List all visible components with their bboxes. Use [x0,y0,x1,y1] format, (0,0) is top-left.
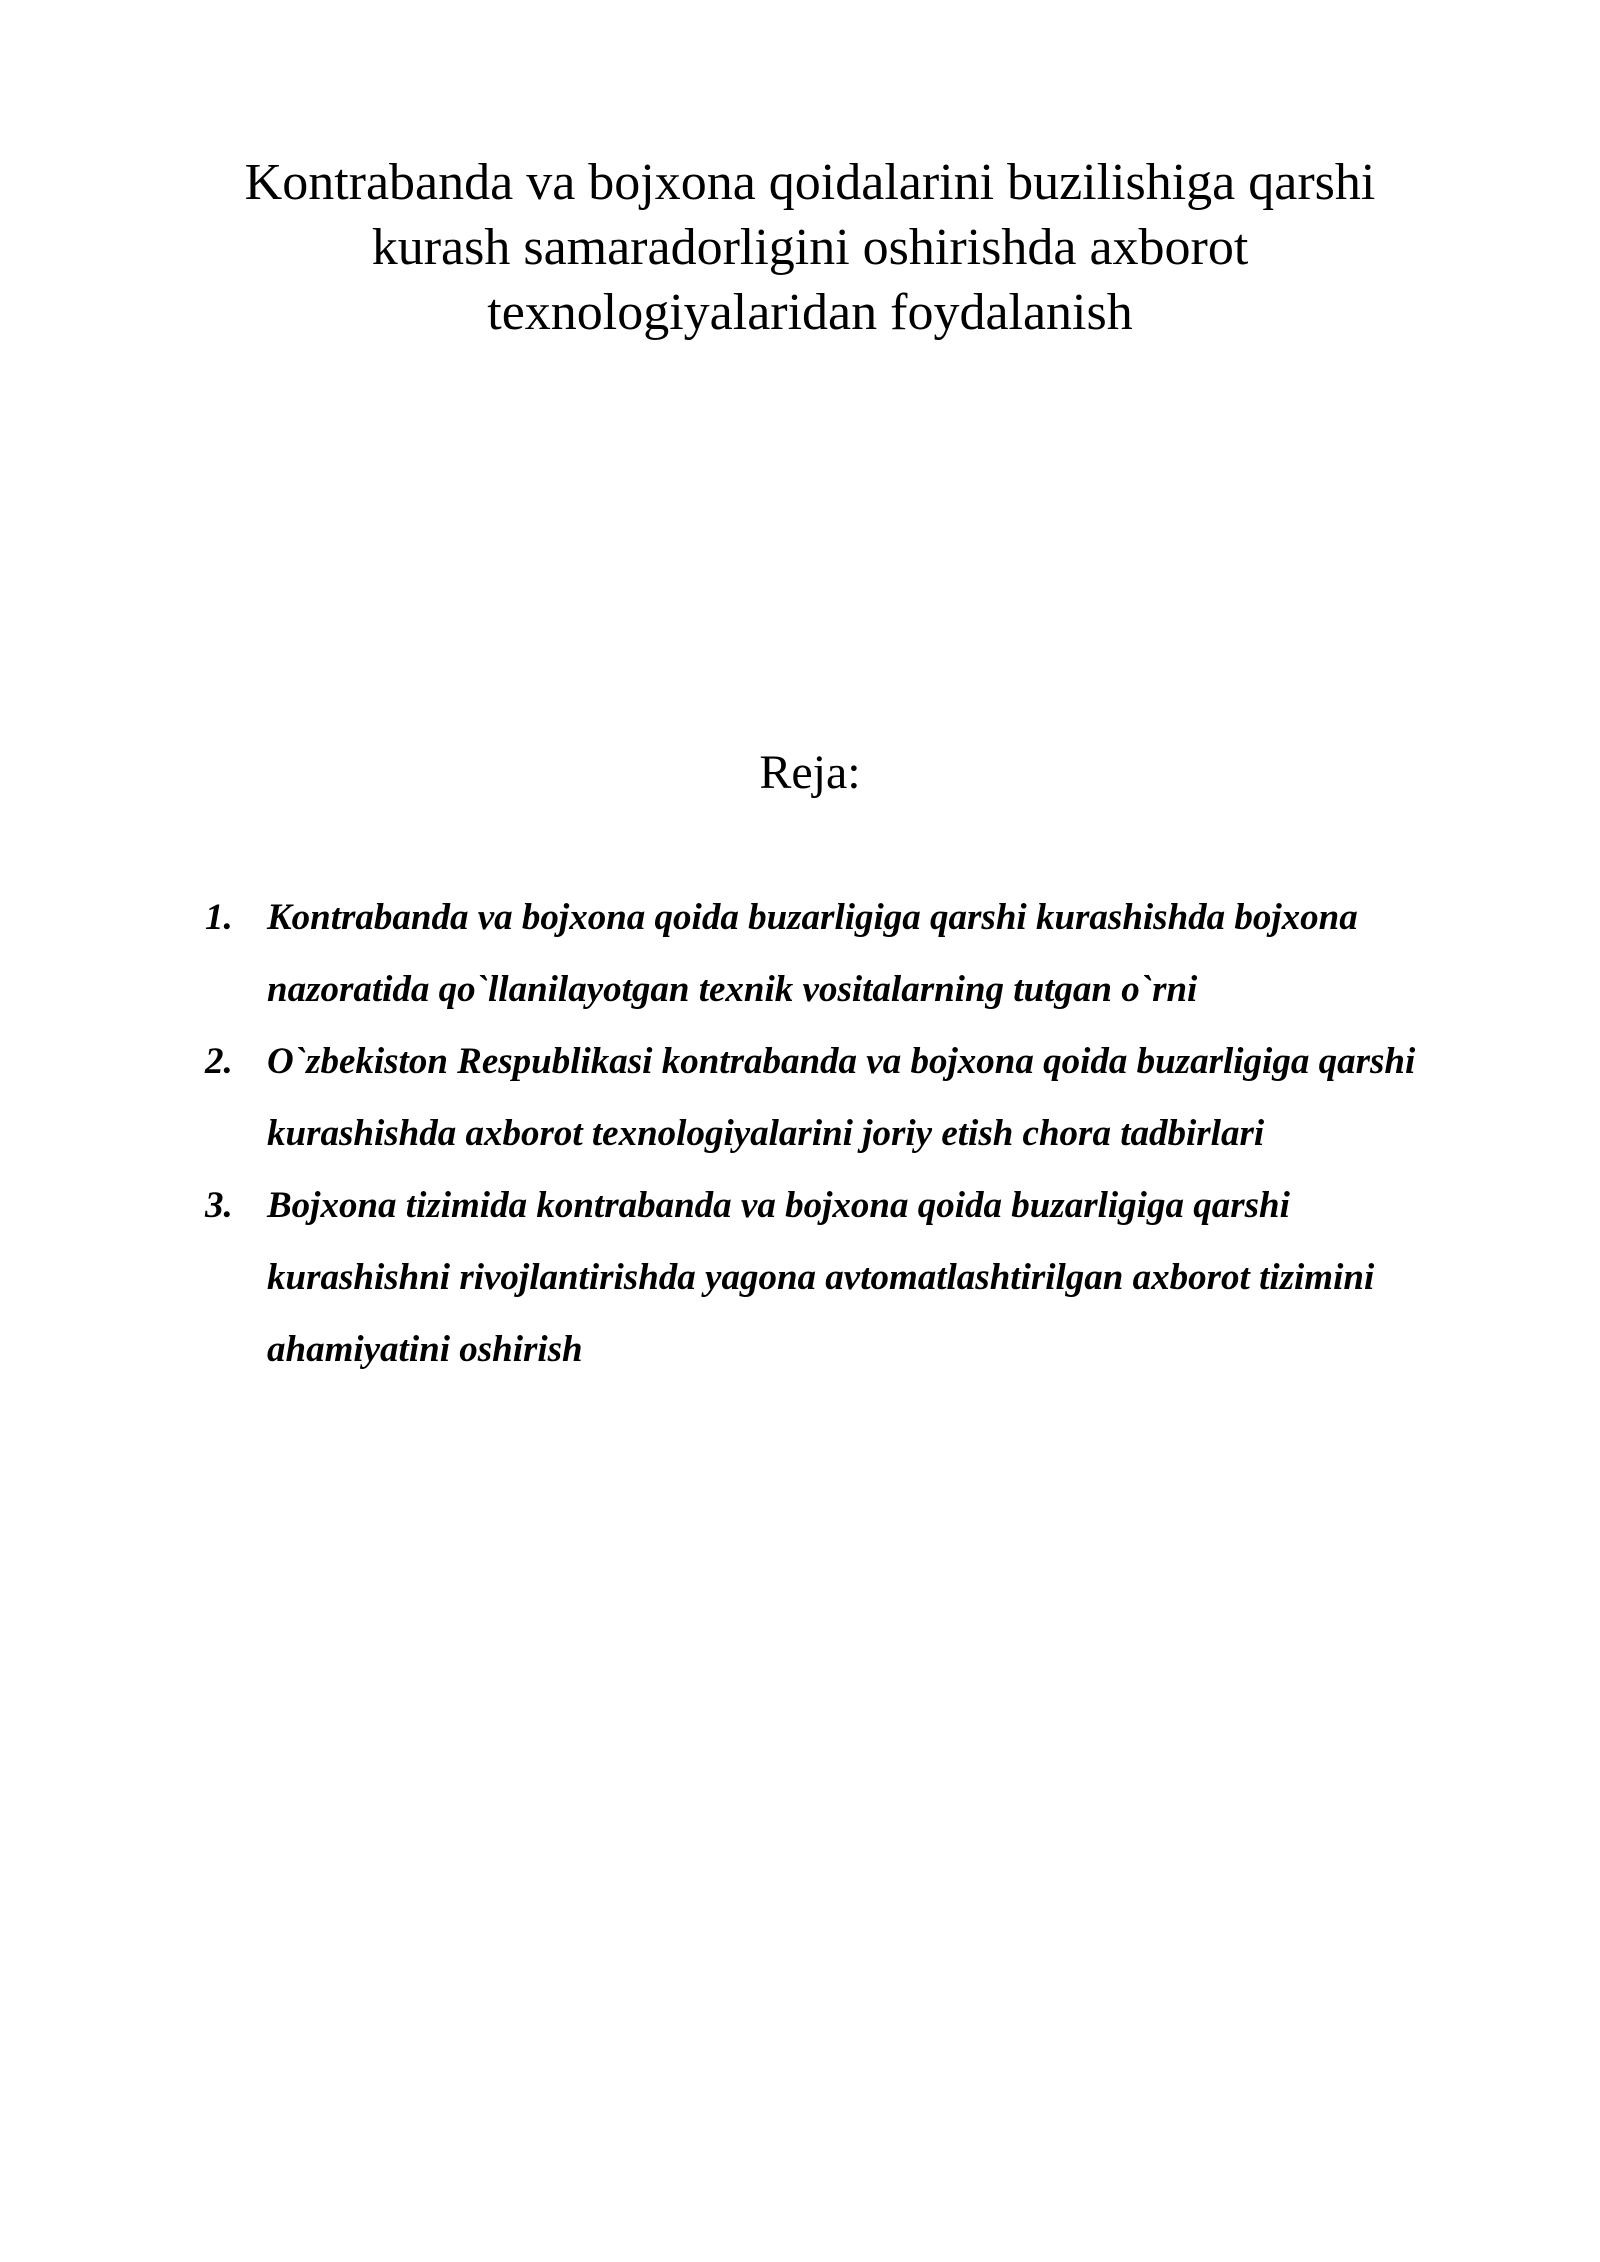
plan-item [205,1170,1465,1386]
plan-item-number: 3. [205,1185,233,1226]
plan-item [205,1026,1465,1170]
plan-list [205,882,1465,1386]
title-line: Kontrabanda va bojxona qoidalarini buzilishiga qarshi [244,154,1376,211]
title-line: texnologiyalaridan foydalanish [487,284,1133,341]
plan-item-text: O`zbekiston Respublikasi kontrabanda va bojxona qoida buzarligiga qarshi kurashishda axborot texnologiyalarini joriy etish chora tadbirlari [267,1041,1416,1154]
plan-heading: Reja: [759,746,861,799]
plan-item-number: 2. [205,1041,233,1082]
plan-item-text: Kontrabanda va bojxona qoida buzarligiga qarshi kurashishda bojxona nazoratida qo`llanilayotgan texnik vositalarning tutgan o`rni [267,897,1358,1010]
plan-item-number: 1. [205,897,233,938]
document-title [190,150,1430,345]
plan-item-text: Bojxona tizimida kontrabanda va bojxona qoida buzarligiga qarshi kurashishni rivojlantirishda yagona avtomatlashtirilgan axborot tizimini ahamiyatini oshirish [267,1185,1375,1370]
plan-item [205,882,1465,1026]
title-line: kurash samaradorligini oshirishda axborot [371,219,1249,276]
